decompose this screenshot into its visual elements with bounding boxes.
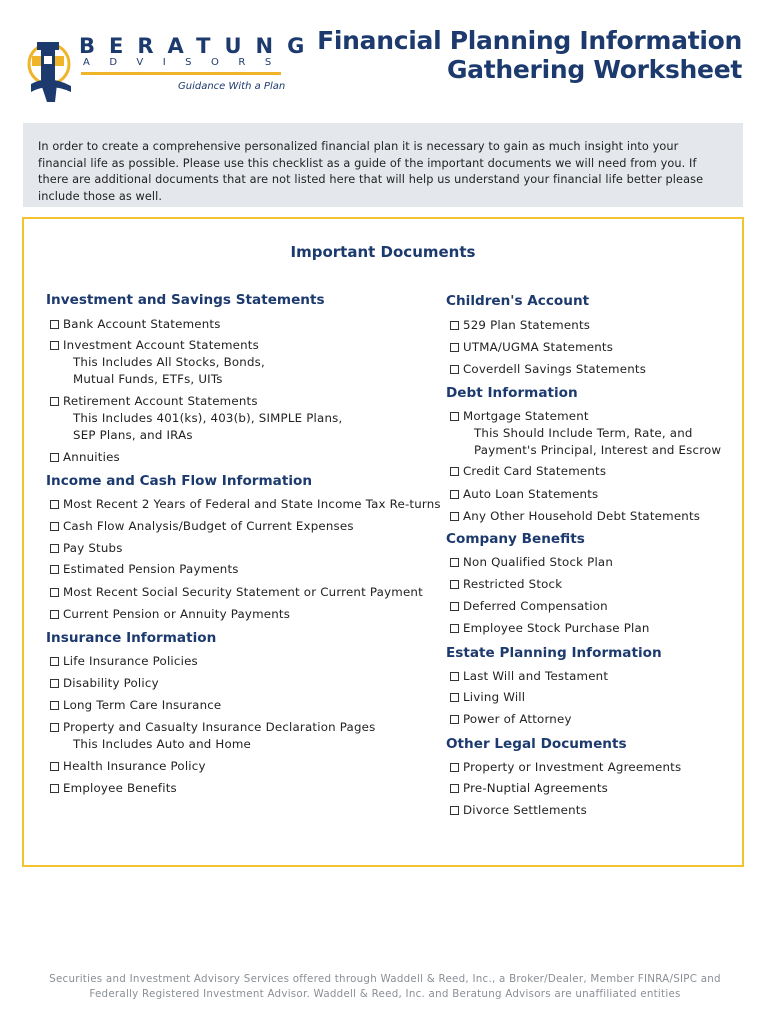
footer-line-1: Securities and Investment Advisory Services offered through Waddell & Reed, Inc., a Broker/Dealer, Member FINRA/SIPC and: [49, 973, 721, 985]
checklist-item[interactable]: Cash Flow Analysis/Budget of Current Expenses: [50, 518, 354, 535]
brand-divider: [81, 72, 281, 75]
checkbox-icon[interactable]: [50, 610, 59, 619]
checkbox-icon[interactable]: [450, 580, 459, 589]
checklist-item[interactable]: Property and Casualty Insurance Declaration Pages: [50, 719, 375, 736]
checklist-item[interactable]: Non Qualified Stock Plan: [450, 554, 613, 571]
checklist-item[interactable]: Most Recent 2 Years of Federal and State Income Tax Re-turns: [50, 496, 441, 513]
checkbox-icon[interactable]: [450, 558, 459, 567]
checkbox-icon[interactable]: [50, 320, 59, 329]
checkbox-icon[interactable]: [50, 679, 59, 688]
checkbox-icon[interactable]: [50, 723, 59, 732]
brand-logo: [27, 34, 319, 104]
checklist-item[interactable]: Auto Loan Statements: [450, 486, 598, 503]
item-note: This Includes 401(ks), 403(b), SIMPLE Plans, SEP Plans, and IRAs: [73, 411, 343, 442]
checkbox-icon[interactable]: [450, 490, 459, 499]
checklist-item[interactable]: Health Insurance Policy: [50, 758, 206, 775]
checkbox-icon[interactable]: [450, 467, 459, 476]
checkbox-icon[interactable]: [50, 701, 59, 710]
checkbox-icon[interactable]: [50, 397, 59, 406]
checkbox-icon[interactable]: [50, 588, 59, 597]
checklist-item[interactable]: Bank Account Statements: [50, 316, 221, 333]
checkbox-icon[interactable]: [450, 512, 459, 521]
checkbox-icon[interactable]: [450, 602, 459, 611]
documents-title: Important Documents: [290, 243, 476, 261]
checkbox-icon[interactable]: [50, 784, 59, 793]
lighthouse-logo-icon: [27, 34, 77, 104]
checklist-item[interactable]: UTMA/UGMA Statements: [450, 339, 613, 356]
checkbox-icon[interactable]: [450, 806, 459, 815]
checkbox-icon[interactable]: [450, 343, 459, 352]
section-company-heading: Company Benefits: [446, 531, 585, 547]
intro-panel: In order to create a comprehensive personalized financial plan it is necessary to gain as much insight into your financial life as possible. Please use this checklist as a guide of the important documents we will need from you. If there are additional documents that are not listed here that will help us understand your financial life better please include those as well.: [23, 123, 743, 207]
checklist-item[interactable]: Estimated Pension Payments: [50, 561, 239, 578]
checklist-item[interactable]: Any Other Household Debt Statements: [450, 508, 700, 525]
checklist-item[interactable]: Coverdell Savings Statements: [450, 361, 646, 378]
section-estate-heading: Estate Planning Information: [446, 645, 662, 661]
title-line-2: Gathering Worksheet: [446, 55, 742, 84]
checklist-item[interactable]: Disability Policy: [50, 675, 159, 692]
checkbox-icon[interactable]: [450, 672, 459, 681]
checkbox-icon[interactable]: [50, 500, 59, 509]
checklist-item[interactable]: Deferred Compensation: [450, 598, 608, 615]
checklist-item[interactable]: Mortgage Statement: [450, 408, 589, 425]
checklist-item[interactable]: Pre-Nuptial Agreements: [450, 780, 608, 797]
checklist-item[interactable]: Power of Attorney: [450, 711, 572, 728]
footer-line-2: Federally Registered Investment Advisor. Waddell & Reed, Inc. and Beratung Advisors are unaffiliated entities: [89, 988, 681, 1000]
checklist-item[interactable]: Long Term Care Insurance: [50, 697, 221, 714]
checkbox-icon[interactable]: [50, 565, 59, 574]
checkbox-icon[interactable]: [450, 763, 459, 772]
section-debt-heading: Debt Information: [446, 385, 578, 401]
section-insurance-heading: Insurance Information: [46, 630, 217, 646]
checklist-item[interactable]: Life Insurance Policies: [50, 653, 198, 670]
checklist-item[interactable]: Property or Investment Agreements: [450, 759, 681, 776]
checkbox-icon[interactable]: [450, 321, 459, 330]
item-note: This Includes All Stocks, Bonds, Mutual Funds, ETFs, UITs: [73, 355, 265, 386]
checklist-item[interactable]: Retirement Account Statements: [50, 393, 258, 410]
checkbox-icon[interactable]: [450, 624, 459, 633]
checkbox-icon[interactable]: [450, 715, 459, 724]
brand-name: BERATUNG: [79, 34, 319, 58]
checkbox-icon[interactable]: [450, 365, 459, 374]
checkbox-icon[interactable]: [50, 522, 59, 531]
checklist-item[interactable]: Employee Stock Purchase Plan: [450, 620, 650, 637]
title-line-1: Financial Planning Information: [317, 26, 742, 55]
checkbox-icon[interactable]: [50, 341, 59, 350]
important-documents-box: [22, 217, 744, 867]
checkbox-icon[interactable]: [450, 412, 459, 421]
item-note: This Should Include Term, Rate, and Payment's Principal, Interest and Escrow: [474, 426, 722, 457]
checkbox-icon[interactable]: [50, 453, 59, 462]
section-children-heading: Children's Account: [446, 293, 590, 309]
checklist-item[interactable]: Current Pension or Annuity Payments: [50, 606, 290, 623]
item-note: This Includes Auto and Home: [73, 737, 252, 751]
disclosure-footer: [0, 972, 770, 1002]
checklist-item[interactable]: Investment Account Statements: [50, 337, 259, 354]
checkbox-icon[interactable]: [450, 693, 459, 702]
section-legal-heading: Other Legal Documents: [446, 736, 627, 752]
checklist-item[interactable]: Employee Benefits: [50, 780, 177, 797]
brand-tagline: Guidance With a Plan: [178, 81, 286, 92]
checklist-item[interactable]: Last Will and Testament: [450, 668, 608, 685]
brand-sub: ADVISORS: [83, 57, 291, 68]
page-title: [317, 26, 742, 84]
checkbox-icon[interactable]: [50, 762, 59, 771]
checklist-item[interactable]: 529 Plan Statements: [450, 317, 590, 334]
checkbox-icon[interactable]: [450, 784, 459, 793]
checklist-item[interactable]: Most Recent Social Security Statement or Current Payment: [50, 584, 423, 601]
checklist-item[interactable]: Annuities: [50, 449, 120, 466]
checklist-item[interactable]: Credit Card Statements: [450, 463, 606, 480]
section-income-heading: Income and Cash Flow Information: [46, 473, 312, 489]
checkbox-icon[interactable]: [50, 657, 59, 666]
checklist-item[interactable]: Divorce Settlements: [450, 802, 587, 819]
section-investment-heading: Investment and Savings Statements: [46, 292, 325, 308]
checklist-item[interactable]: Pay Stubs: [50, 540, 123, 557]
checkbox-icon[interactable]: [50, 544, 59, 553]
checklist-item[interactable]: Living Will: [450, 689, 525, 706]
checklist-item[interactable]: Restricted Stock: [450, 576, 562, 593]
